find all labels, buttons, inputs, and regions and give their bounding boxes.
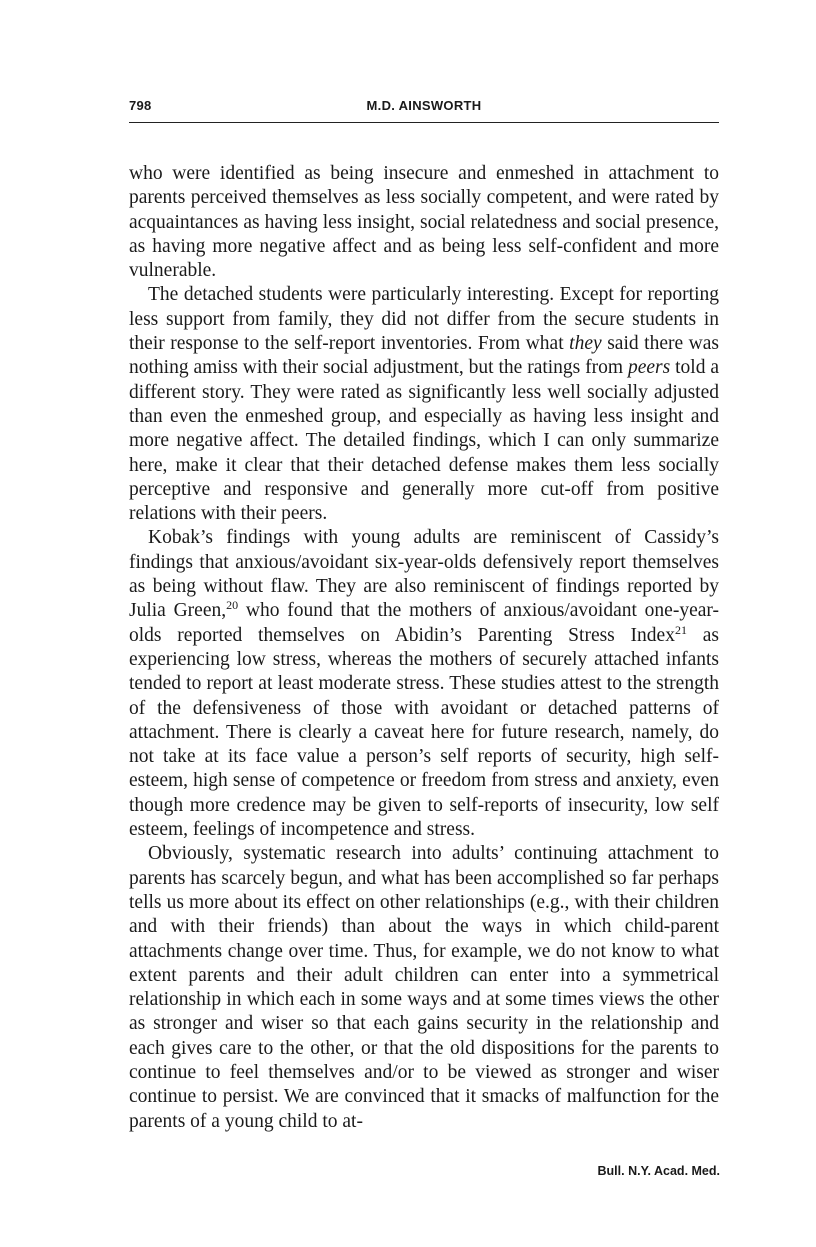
- paragraph-3-text-c: as experiencing low stress, whereas the mothers of securely attached infants tended to report at least moderate stress. These studies attest to the strength of the defensiveness of those with avoidant or detached patterns of attachment. There is clearly a caveat here for future research, namely, do not take at its face value a person’s self reports of security, high self-esteem, high sense of competence or freedom from stress and anxiety, even though more credence may be given to self-reports of insecurity, low self esteem, feelings of incompetence and stress.: [129, 624, 720, 841]
- paragraph-3-text-a: Kobak’s findings with young adults are reminiscent of Cassidy’s findings that anxious/avoidant six-year-olds defensively report themselves as being without flaw. They are also reminiscent of findings reported by Julia Green,: [129, 527, 719, 622]
- page-number: 798: [129, 98, 152, 113]
- paragraph-2-text-c: told a different story. They were rated as significantly less well socially adjusted than even the enmeshed group, and especially as having less insight and more negative affect. The detailed findings, which I can only summarize here, make it clear that their detached defense makes them less socially perceptive and responsive and generally more cut-off from positive relations with their peers.: [129, 357, 719, 525]
- page-header: [129, 98, 719, 123]
- paragraph-1: who were identified as being insecure and enmeshed in attachment to parents perceived themselves as less socially competent, and were rated by acquaintances as having less insight, social relatedness and social presence, as having more negative affect and as being less self-confident and more vulnerable.: [129, 163, 719, 282]
- paragraph-2-text-a: The detached students were particularly interesting. Except for reporting less support from family, they did not differ from the secure students in their response to the self-report inventories. From what: [129, 284, 719, 355]
- journal-footer: Bull. N.Y. Acad. Med.: [597, 1164, 720, 1178]
- paragraph-2: [129, 283, 719, 526]
- paragraph-2-emphasis-peers: peers: [627, 357, 671, 379]
- paragraph-2-text-b: said there was nothing amiss with their social adjustment, but the ratings from: [129, 333, 719, 379]
- paragraph-3: [129, 526, 719, 842]
- running-head: M.D. AINSWORTH: [366, 98, 482, 113]
- body-text: [129, 162, 719, 1134]
- citation-21: 21: [674, 622, 687, 637]
- citation-20: 20: [226, 598, 239, 613]
- paragraph-2-emphasis-they: they: [569, 333, 602, 355]
- paragraph-4: Obviously, systematic research into adults’ continuing attachment to parents has scarcely begun, and what has been accomplished so far perhaps tells us more about its effect on other relationships (e.g., with their children and with their friends) than about the ways in which child-parent attachments change over time. Thus, for example, we do not know to what extent parents and their adult children can enter into a symmetrical relationship in which each in some ways and at some times views the other as stronger and wiser so that each gains security in the relationship and each gives care to the other, or that the old dispositions for the parents to continue to feel themselves and/or to be viewed as stronger and wiser continue to persist. We are convinced that it smacks of malfunction for the parents of a young child to at-: [129, 843, 719, 1132]
- paragraph-3-text-b: who found that the mothers of anxious/avoidant one-year-olds reported themselves on Abidin’s Parenting Stress Index: [129, 600, 719, 646]
